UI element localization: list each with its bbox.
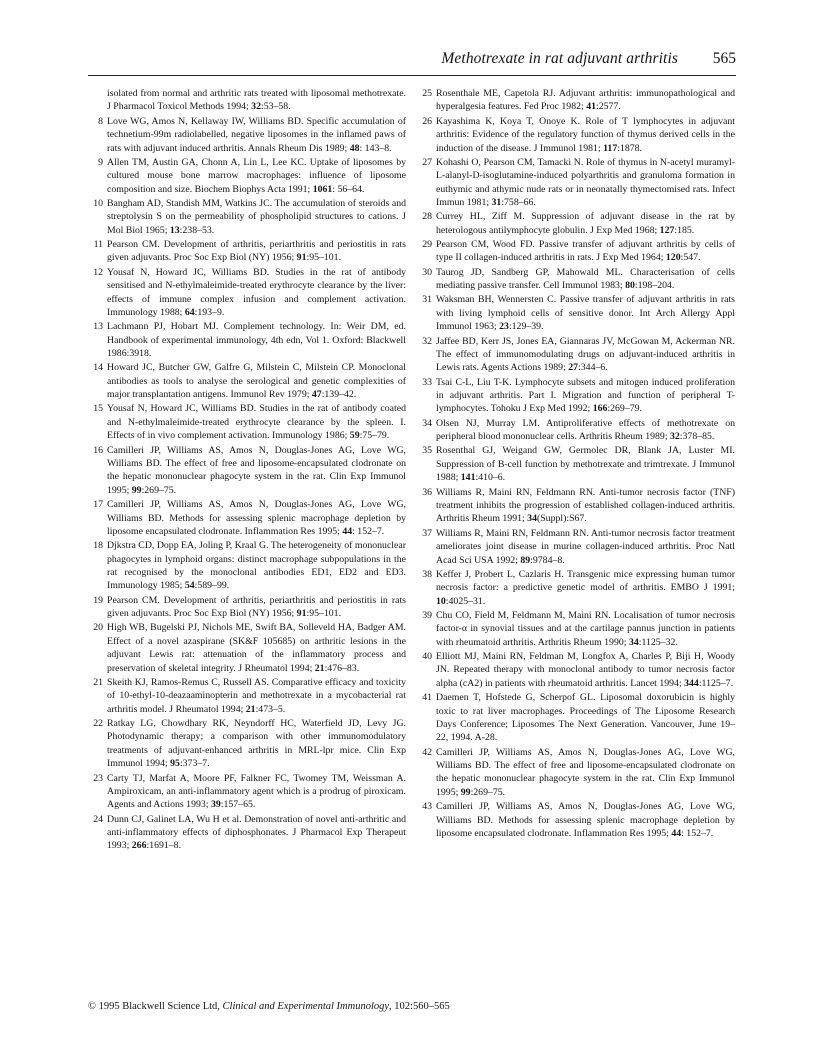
reference-pages: :95–101. bbox=[306, 252, 342, 264]
reference-volume: 34 bbox=[527, 513, 537, 525]
reference-pages: :473–5. bbox=[255, 703, 286, 715]
footer-journal: Clinical and Experimental Immunology bbox=[222, 1001, 390, 1012]
reference-item bbox=[88, 539, 406, 593]
reference-pages: :344–6. bbox=[578, 362, 608, 374]
reference-text: Camilleri JP, Williams AS, Amos N, Douglas-Jones AG, Love WG, Williams BD. Methods for assessing splenic macrophage depletion by liposome encapsulated clodronate. Inflammation Res 1995; bbox=[107, 499, 406, 537]
reference-pages: :758–66. bbox=[501, 197, 536, 209]
reference-item bbox=[417, 650, 735, 690]
reference-number: 8 bbox=[98, 115, 103, 127]
header-rule bbox=[88, 75, 736, 76]
reference-volume: 127 bbox=[659, 224, 675, 236]
reference-number: 13 bbox=[93, 321, 103, 333]
reference-item bbox=[417, 238, 735, 265]
reference-pages: : 152–7. bbox=[352, 525, 385, 537]
reference-number: 39 bbox=[422, 609, 432, 621]
reference-text: Yousaf N, Howard JC, Williams BD. Studies in the rat of antibody coated and N-ethylmaleimide-treated erythrocyte clearance by the spleen. I. Effects of in vivo complement activation. Immunology 1986; bbox=[107, 403, 406, 442]
reference-item bbox=[417, 87, 735, 114]
reference-text: Daemen T, Hofstede G, Scherpof GL. Liposomal doxorubicin is highly toxic to rat liver macrophages. Proceedings of The Liposome Research Days Conference; Liposomes The Next Generation. Vancouver, June 19–22, 1994. A-28. bbox=[436, 692, 735, 744]
references-column-left bbox=[88, 87, 406, 854]
reference-text: Camilleri JP, Williams AS, Amos N, Douglas-Jones AG, Love WG, Williams BD. The effect of free and liposome-encapsulated clodronate on the hepatic mononuclear phagocyte system in the rat. Clin Exp Immunol 1995; bbox=[107, 444, 406, 496]
reference-volume: 95 bbox=[170, 758, 180, 770]
reference-item bbox=[88, 676, 406, 716]
reference-item bbox=[417, 156, 735, 210]
reference-text: Kohashi O, Pearson CM, Tamacki N. Role of thymus in N-acetyl muramyl-L-alanyl-D-isoglutamine-induced polyarthritis and granuloma formation in euthymic and athymic nude rats or in neonatally thymectomised rats. Infect Immun 1981; bbox=[436, 156, 735, 209]
reference-text: Williams R, Maini RN, Feldmann RN. Anti-tumor necrosis factor (TNF) treatment inhibits the progression of established collagen-induced arthritis. Arthritis Rheum 1991; bbox=[436, 486, 735, 525]
reference-text: Rosenthale ME, Capetola RJ. Adjuvant arthritis: immunopathological and hyperalgesia features. Fed Proc 1982; bbox=[436, 88, 735, 113]
reference-volume: 54 bbox=[184, 580, 195, 592]
reference-number: 21 bbox=[93, 676, 103, 688]
reference-volume: 48 bbox=[349, 142, 360, 154]
reference-number: 42 bbox=[422, 746, 432, 758]
reference-text: Tsai C-L, Liu T-K. Lymphocyte subsets and mitogen induced proliferation in adjuvant arthritis. Part I. Migration and function of peripheral T-lymphocytes. Tohoku J Exp Med 1992; bbox=[436, 376, 735, 415]
reference-item bbox=[417, 527, 735, 567]
reference-item bbox=[88, 238, 406, 265]
running-title: Methotrexate in rat adjuvant arthritis bbox=[441, 50, 678, 67]
reference-item bbox=[417, 115, 735, 155]
reference-number: 43 bbox=[422, 801, 432, 813]
references-column-right bbox=[417, 87, 735, 841]
reference-text: Olsen NJ, Murray LM. Antiproliferative effects of methotrexate on peripheral blood mononuclear cells. Arthritis Rheum 1989; bbox=[436, 417, 735, 443]
reference-text: Lachmann PJ, Hobart MJ. Complement technology. In: Weir DM, ed. Handbook of experimental immunology, 4th edn, Vol 1. Oxford: Blackwell 1986:3918. bbox=[107, 321, 406, 360]
reference-text: Yousaf N, Howard JC, Williams BD. Studies in the rat of antibody sensitised and N-ethylmaleimide-treated erythrocyte clearance by the liver: effects of immune complex infusion and complement activation. Immunology 1988; bbox=[107, 266, 406, 318]
reference-number: 33 bbox=[422, 376, 432, 388]
reference-number: 34 bbox=[422, 417, 432, 429]
reference-volume: 47 bbox=[311, 389, 322, 401]
reference-item bbox=[417, 746, 735, 800]
reference-pages: :75–79. bbox=[359, 430, 390, 442]
reference-volume: 32 bbox=[670, 431, 680, 443]
reference-volume: 141 bbox=[460, 472, 476, 484]
reference-volume: 44 bbox=[342, 525, 353, 537]
reference-number: 40 bbox=[422, 651, 432, 663]
reference-number: 24 bbox=[93, 813, 103, 825]
reference-text: Rosenthal GJ, Weigand GW, Germolec DR, Blank JA, Luster MI. Suppression of B-cell function by methotrexate and trimtrexate. J Immunol 1988; bbox=[436, 445, 735, 484]
reference-volume: 13 bbox=[169, 224, 180, 236]
reference-item bbox=[88, 87, 406, 114]
reference-item bbox=[88, 444, 406, 498]
reference-number: 17 bbox=[93, 499, 103, 511]
reference-volume: 166 bbox=[592, 403, 608, 415]
footer bbox=[88, 1001, 736, 1012]
reference-pages: :589–99. bbox=[194, 580, 230, 592]
reference-pages: :1878. bbox=[617, 142, 642, 154]
reference-pages: :185. bbox=[674, 224, 695, 236]
reference-text: Waksman BH, Wennersten C. Passive transfer of adjuvant arthritis in rats with living lymphoid cells of sensitive donor. Int Arch Allergy Appl Immunol 1963; bbox=[436, 294, 735, 333]
reference-number: 18 bbox=[93, 540, 103, 552]
reference-volume: 59 bbox=[349, 430, 360, 442]
reference-item bbox=[88, 498, 406, 538]
reference-item bbox=[88, 813, 406, 853]
reference-text: Camilleri JP, Williams AS, Amos N, Douglas-Jones AG, Love WG, Williams BD. The effect of free and liposome-encapsulated clodronate on the hepatic mononuclear phagocyte system in the rat. Clin Exp Immunol 1995; bbox=[436, 746, 735, 798]
reference-text: Dunn CJ, Galinet LA, Wu H et al. Demonstration of novel anti-arthritic and anti-inflammatory effects of diphosphonates. J Pharmacol Exp Therapeut 1993; bbox=[107, 813, 406, 852]
reference-text: Chu CO, Field M, Feldmann M, Maini RN. Localisation of tumor necrosis factor-α in synovial tissues and at the cartilage pannus junction in patients with rheumatoid arthritis. Arthritis Rheum 1990; bbox=[436, 609, 735, 648]
reference-text: Allen TM, Austin GA, Chonn A, Lin L, Lee KC. Uptake of liposomes by cultured mouse bone marrow macrophages: influence of liposome composition and size. Biochem Biophys Acta 1991; bbox=[107, 156, 406, 195]
reference-item bbox=[417, 444, 735, 484]
reference-pages: :238–53. bbox=[179, 224, 215, 236]
reference-text: Bangham AD, Standish MM, Watkins JC. The accumulation of steroids and streptolysin S on the permeability of phospholipid structures to cations. J Mol Biol 1965; bbox=[107, 197, 406, 236]
reference-number: 31 bbox=[422, 294, 432, 306]
reference-text: High WB, Bugelski PJ, Nichols ME, Swift BA, Solleveld HA, Badger AM. Effect of a novel azaspirane (SK&F 105685) on arthritic lesions in the adjuvant Lewis rat: attenuation of the inflammatory process and preservation of skeletal integrity. J Rheumatol 1994; bbox=[107, 622, 406, 674]
reference-number: 15 bbox=[93, 403, 103, 415]
reference-item bbox=[417, 335, 735, 375]
reference-number: 16 bbox=[93, 444, 103, 456]
reference-pages: :373–7. bbox=[179, 758, 210, 770]
reference-pages: :193–9. bbox=[194, 306, 225, 318]
reference-item bbox=[417, 376, 735, 416]
reference-pages: :1125–32. bbox=[638, 636, 678, 648]
reference-text: Skeith KJ, Ramos-Remus C, Russell AS. Comparative efficacy and toxicity of 10-ethyl-10-deazaaminopterin and methotrexate in a mycobacterial rat arthritis model. J Rheumatol 1994; bbox=[107, 676, 406, 715]
reference-item bbox=[417, 210, 735, 237]
reference-volume: 89 bbox=[520, 554, 531, 566]
reference-text: Keffer J, Probert L, Cazlaris H. Transgenic mice expressing human tumor necrosis factor: a predictive genetic model of arthritis. EMBO J 1991; bbox=[436, 568, 735, 594]
reference-pages: :95–101. bbox=[306, 608, 342, 620]
reference-item bbox=[88, 717, 406, 771]
reference-volume: 99 bbox=[460, 786, 471, 798]
reference-number: 25 bbox=[422, 88, 432, 99]
reference-volume: 23 bbox=[499, 321, 509, 333]
reference-text: Pearson CM. Development of arthritis, periarthritis and periostitis in rats given adjuvants. Proc Soc Exp Biol (NY) 1956; bbox=[107, 239, 406, 264]
reference-item bbox=[88, 197, 406, 237]
reference-volume: 32 bbox=[251, 101, 261, 113]
reference-number: 27 bbox=[422, 156, 432, 168]
reference-number: 29 bbox=[422, 239, 432, 251]
reference-item bbox=[88, 156, 406, 196]
reference-volume: 91 bbox=[296, 252, 307, 264]
reference-number: 36 bbox=[422, 486, 432, 498]
reference-pages: :1125–7. bbox=[698, 677, 734, 689]
reference-number: 32 bbox=[422, 335, 432, 347]
reference-item bbox=[88, 361, 406, 401]
reference-number: 30 bbox=[422, 266, 432, 278]
reference-pages: :9784–8. bbox=[530, 554, 565, 566]
reference-text: Howard JC, Butcher GW, Galfre G, Milstein C, Milstein CP. Monoclonal antibodies as tools to analyse the serological and genetic complexities of major transplantation antigens. Immunol Rev 1979; bbox=[107, 362, 406, 401]
reference-item bbox=[88, 115, 406, 155]
reference-number: 35 bbox=[422, 445, 432, 457]
reference-number: 14 bbox=[93, 362, 103, 374]
reference-number: 28 bbox=[422, 211, 432, 223]
reference-item bbox=[417, 486, 735, 526]
reference-number: 38 bbox=[422, 568, 432, 580]
reference-text: Carty TJ, Marfat A, Moore PF, Falkner FC, Twomey TM, Weissman A. Ampiroxicam, an anti-inflammatory agent which is a prodrug of piroxicam. Agents and Actions 1993; bbox=[107, 772, 406, 811]
reference-number: 9 bbox=[98, 156, 103, 168]
reference-number: 22 bbox=[93, 718, 103, 730]
reference-text: Djkstra CD, Dopp EA, Joling P, Kraal G. The heterogeneity of mononuclear phagocytes in lymphoid organs: distinct macrophage subpopulations in the rat recognised by the monoclonal antibodies ED1, ED2 and ED3. Immunology 1985; bbox=[107, 540, 406, 592]
reference-item bbox=[88, 402, 406, 442]
footer-citation: , 102:560–565 bbox=[389, 1001, 450, 1012]
reference-pages: :53–58. bbox=[260, 101, 291, 113]
reference-volume: 80 bbox=[625, 280, 635, 292]
reference-pages: : 152–7. bbox=[681, 827, 714, 839]
reference-pages: :139–42. bbox=[321, 389, 357, 401]
reference-number: 41 bbox=[422, 692, 432, 704]
reference-pages: :378–85. bbox=[679, 431, 715, 443]
reference-pages: :129–39. bbox=[508, 321, 544, 333]
reference-number: 19 bbox=[93, 594, 103, 606]
reference-number: 12 bbox=[93, 266, 103, 278]
reference-item bbox=[417, 691, 735, 745]
reference-pages: : 143–8. bbox=[359, 142, 392, 154]
reference-item bbox=[417, 568, 735, 608]
reference-text: Camilleri JP, Williams AS, Amos N, Douglas-Jones AG, Love WG, Williams BD. Methods for assessing splenic macrophage depletion by liposome encapsulated clodronate. Inflammation Res 1995; bbox=[436, 801, 735, 839]
reference-volume: 117 bbox=[603, 142, 618, 154]
page-number: 565 bbox=[712, 50, 736, 67]
reference-item bbox=[417, 417, 735, 444]
reference-volume: 266 bbox=[131, 840, 147, 852]
reference-volume: 120 bbox=[665, 252, 681, 264]
reference-volume: 31 bbox=[491, 197, 502, 209]
reference-pages: :4025–31. bbox=[445, 595, 486, 607]
reference-volume: 34 bbox=[628, 636, 639, 648]
reference-text: Taurog JD, Sandberg GP, Mahowald ML. Characterisation of cells mediating passive transfer. Cell Immunol 1983; bbox=[436, 266, 735, 292]
reference-pages: :157–65. bbox=[220, 799, 256, 811]
reference-pages: :2577. bbox=[595, 101, 621, 113]
reference-text: Williams R, Maini RN, Feldmann RN. Anti-tumor necrosis factor treatment ameliorates joint disease in murine collagen-induced arthritis. Proc Natl Acad Sci USA 1992; bbox=[436, 527, 735, 566]
reference-pages: :476–83. bbox=[324, 662, 360, 674]
reference-item bbox=[88, 621, 406, 675]
reference-number: 20 bbox=[93, 622, 103, 634]
reference-item bbox=[88, 320, 406, 360]
reference-number: 23 bbox=[93, 772, 103, 784]
reference-number: 26 bbox=[422, 115, 432, 127]
reference-volume: 41 bbox=[586, 101, 596, 113]
reference-volume: 27 bbox=[568, 362, 579, 374]
reference-pages: :410–6. bbox=[475, 472, 506, 484]
reference-text: Ratkay LG, Chowdhary RK, Neyndorff HC, Waterfield JD, Levy JG. Photodynamic therapy; a comparison with other immunomodulatory treatments of adjuvant-enhanced arthritis in MRL-lpr mice. Clin Exp Immunol 1994; bbox=[107, 718, 406, 770]
reference-volume: 1061 bbox=[312, 183, 333, 195]
reference-text: Jaffee BD, Kerr JS, Jones EA, Giannaras JV, McGowan M, Ackerman NR. The effect of immunomodulating drugs on adjuvant-induced arthritis in Lewis rats. Agents Actions 1989; bbox=[436, 335, 735, 374]
reference-text: Pearson CM, Wood FD. Passive transfer of adjuvant arthritis by cells of type II collagen-induced arthritis in rats. J Exp Med 1964; bbox=[436, 239, 735, 264]
reference-pages: :269–75. bbox=[470, 786, 506, 798]
reference-pages: :198–204. bbox=[634, 280, 675, 292]
reference-number: 10 bbox=[93, 197, 103, 209]
reference-pages: (Suppl):S67. bbox=[536, 513, 587, 525]
reference-text: Love WG, Amos N, Kellaway IW, Williams BD. Specific accumulation of technetium-99m radiolabelled, negative liposomes in the inflamed paws of rats with adjuvant induced arthritis. Annals Rheum Dis 1989; bbox=[107, 115, 406, 154]
running-header bbox=[88, 50, 736, 72]
reference-volume: 99 bbox=[131, 484, 142, 496]
reference-pages: :269–75. bbox=[141, 484, 177, 496]
reference-item bbox=[417, 266, 735, 293]
reference-text: Pearson CM. Development of arthritis, periarthritis and periostitis in rats given adjuvants. Proc Soc Exp Biol (NY) 1956; bbox=[107, 594, 406, 620]
reference-number: 37 bbox=[422, 527, 432, 539]
reference-pages: :269–79. bbox=[607, 403, 642, 415]
reference-pages: :547. bbox=[680, 252, 701, 264]
reference-volume: 10 bbox=[436, 595, 446, 607]
reference-text: isolated from normal and arthritic rats treated with liposomal methotrexate. J Pharmacol Toxicol Methods 1994; bbox=[107, 88, 406, 113]
reference-volume: 21 bbox=[245, 703, 256, 715]
footer-copyright: © 1995 Blackwell Science Ltd, bbox=[88, 1001, 223, 1012]
reference-volume: 91 bbox=[296, 608, 307, 620]
reference-item bbox=[417, 609, 735, 649]
reference-text: Elliott MJ, Maini RN, Feldman M, Longfox A, Charles P, Biji H, Woody JN. Repeated therapy with monoclonal antibody to tumor necrosis factor alpha (cA2) in patients with rheumatoid arthritis. Lancet 1994; bbox=[436, 651, 735, 689]
reference-item bbox=[417, 293, 735, 333]
reference-item bbox=[88, 266, 406, 320]
reference-text: Kayashima K, Koya T, Onoye K. Role of T lymphocytes in adjuvant arthritis: Evidence of the regulatory function of thymus derived cells in the induction of the disease. J Immunol 1981; bbox=[436, 115, 735, 154]
reference-pages: :1691–8. bbox=[146, 840, 182, 852]
reference-item bbox=[88, 772, 406, 812]
reference-volume: 344 bbox=[684, 677, 699, 689]
reference-volume: 44 bbox=[671, 827, 682, 839]
reference-volume: 64 bbox=[184, 306, 195, 318]
reference-volume: 21 bbox=[314, 662, 325, 674]
reference-number: 11 bbox=[93, 239, 103, 251]
reference-text: Currey HL, Ziff M. Suppression of adjuvant disease in the rat by heterologous antilymphocyte globulin. J Exp Med 1968; bbox=[436, 211, 735, 236]
reference-volume: 39 bbox=[210, 799, 221, 811]
reference-item bbox=[417, 800, 735, 840]
reference-item bbox=[88, 594, 406, 621]
reference-pages: : 56–64. bbox=[332, 183, 365, 195]
